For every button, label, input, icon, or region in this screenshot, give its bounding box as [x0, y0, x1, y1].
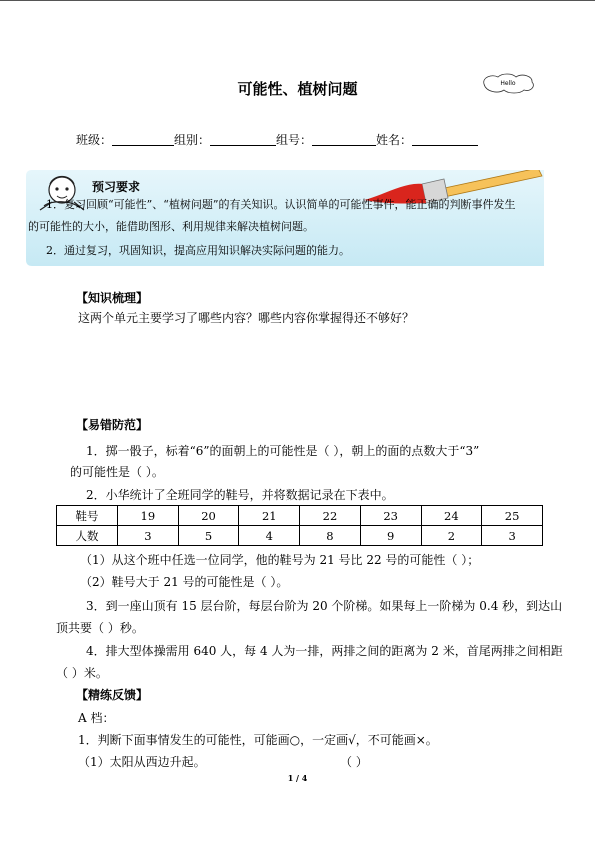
knowledge-heading: 【知识梳理】	[76, 291, 149, 305]
mistake-q2-sub-1: （1）从这个班中任选一位同学，他的鞋号为 21 号比 22 号的可能性（ ）；	[80, 553, 480, 567]
mistake-q2-sub-2: （2）鞋号大于 21 号的可能性是（ ）。	[80, 575, 289, 589]
mistake-q3-line-2: 顶共要（ ）秒。	[56, 621, 144, 635]
practice-heading: 【精练反馈】	[76, 688, 149, 702]
mistakes-heading: 【易错防范】	[76, 418, 149, 432]
group-number-label: 组号：	[276, 133, 313, 147]
preview-item-2: 2．通过复习，巩固知识，提高应用知识解决实际问题的能力。	[46, 244, 350, 257]
mistake-q3-line-1: 3．到一座山顶有 15 层台阶，每层台阶为 20 个阶梯。如果每上一阶梯为 0.4 秒，到达山	[86, 599, 563, 613]
practice-q1-sub-1: （1）太阳从西边升起。	[78, 755, 206, 769]
mistake-q1-line-1: 1．掷一骰子，标着“6”的面朝上的可能性是（ ），朝上的面的点数大于“3”	[86, 444, 480, 458]
mistake-q1-line-2: 的可能性是（ ）。	[70, 465, 164, 479]
name-label: 姓名：	[376, 133, 413, 147]
hello-badge-icon	[478, 72, 538, 94]
preview-item-1-line-1: 1．复习回顾“可能性”、“植树问题”的有关知识。认识简单的可能性事件，能正确的判断事件发生	[46, 198, 516, 211]
group-number-field[interactable]	[312, 133, 376, 146]
table-cell: 21	[239, 506, 300, 526]
class-field[interactable]	[112, 133, 174, 146]
page-title: 可能性、植树问题	[237, 80, 358, 98]
group-label: 组别：	[174, 133, 211, 147]
page-number: 1 / 4	[287, 773, 308, 783]
name-field[interactable]	[412, 133, 478, 146]
mistake-q2-intro: 2．小华统计了全班同学的鞋号，并将数据记录在下表中。	[86, 488, 394, 502]
badge-text: Hello	[500, 80, 516, 87]
table-cell: 22	[300, 506, 361, 526]
table-cell: 23	[360, 506, 421, 526]
table-cell: 3	[118, 526, 179, 546]
table-header-cell: 鞋号	[57, 506, 118, 526]
table-row	[57, 506, 543, 526]
preview-item-1-line-2: 的可能性的大小，能借助图形、利用规律来解决植树问题。	[28, 220, 314, 233]
header-rule	[0, 0, 595, 1]
table-row	[57, 526, 543, 546]
preview-heading: 预习要求	[92, 180, 141, 194]
table-cell: 9	[360, 526, 421, 546]
table-header-cell: 人数	[57, 526, 118, 546]
table-cell: 8	[300, 526, 361, 546]
mistake-q4-line-1: 4．排大型体操需用 640 人，每 4 人为一排，两排之间的距离为 2 米，首尾两排之间相距	[86, 644, 563, 658]
mistake-q4-line-2: （ ）米。	[56, 666, 108, 680]
class-label: 班级：	[76, 133, 113, 147]
table-cell: 24	[421, 506, 482, 526]
practice-q1-sub-1-blank: （ ）	[340, 755, 368, 769]
table-cell: 19	[118, 506, 179, 526]
group-field[interactable]	[210, 133, 276, 146]
table-cell: 3	[482, 526, 543, 546]
practice-level: A 档：	[78, 711, 115, 725]
table-cell: 5	[178, 526, 239, 546]
practice-q1: 1．判断下面事情发生的可能性，可能画○，一定画√，不可能画×。	[78, 733, 438, 747]
knowledge-question: 这两个单元主要学习了哪些内容？哪些内容你掌握得还不够好？	[78, 311, 415, 325]
table-cell: 2	[421, 526, 482, 546]
table-cell: 4	[239, 526, 300, 546]
table-cell: 20	[178, 506, 239, 526]
student-info-line	[76, 131, 478, 148]
shoe-size-table	[56, 505, 543, 546]
table-cell: 25	[482, 506, 543, 526]
